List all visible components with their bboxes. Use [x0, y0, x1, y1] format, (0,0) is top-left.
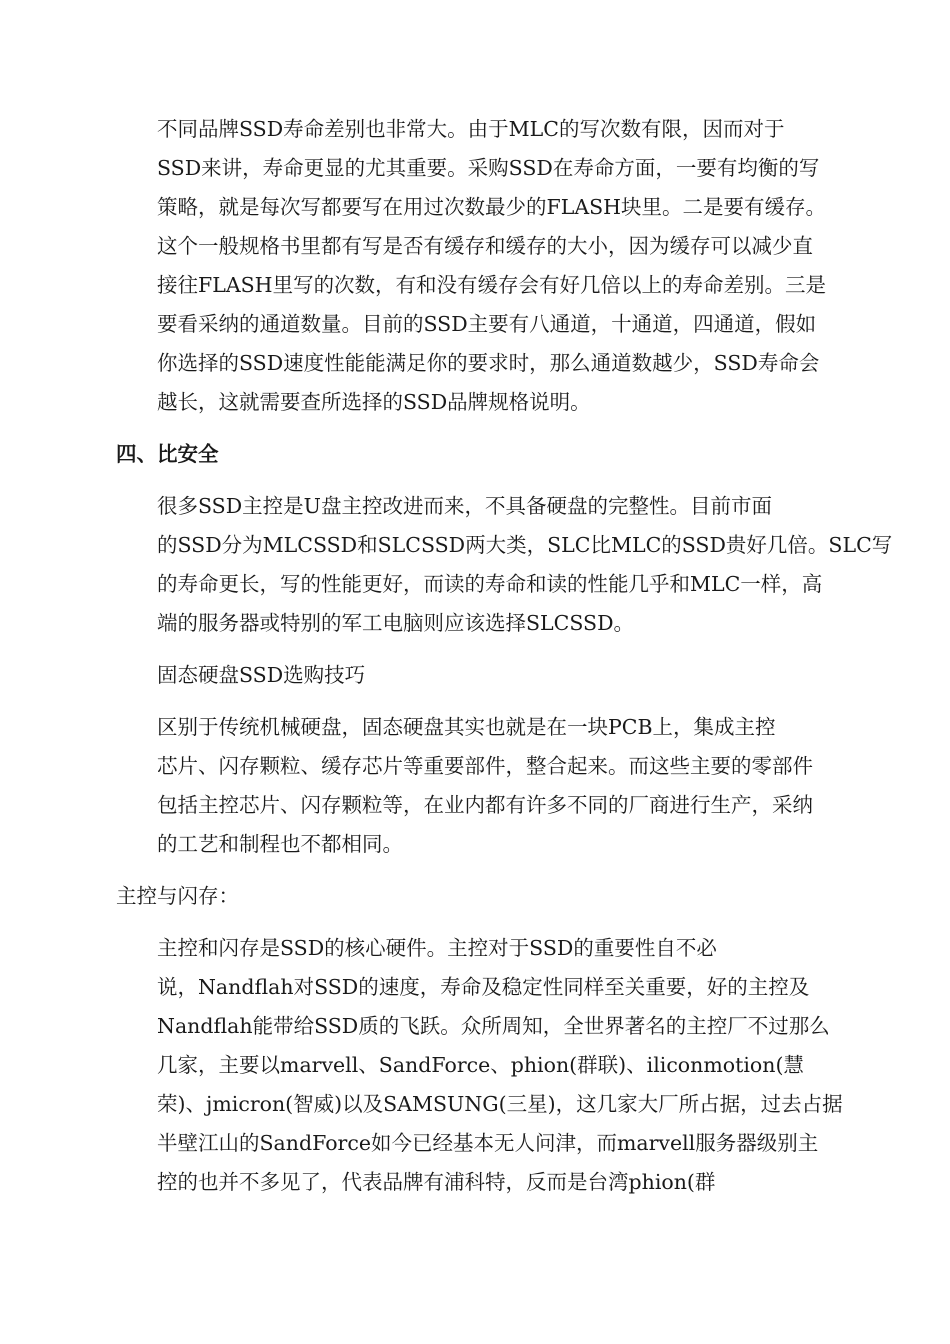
text-line: 的工艺和制程也不都相同。: [157, 832, 403, 856]
text-line: 接往FLASH里写的次数，有和没有缓存会有好几倍以上的寿命差别。三是: [157, 273, 827, 297]
text-line: 端的服务器或特别的军工电脑则应该选择SLCSSD。: [157, 611, 635, 635]
text-line: 越长，这就需要查所选择的SSD品牌规格说明。: [157, 390, 591, 414]
paragraph-ssd-components: [116, 708, 832, 864]
text-line: 的寿命更长，写的性能更好，而读的寿命和读的性能几乎和MLC一样，高: [157, 572, 823, 596]
text-line: 包括主控芯片、闪存颗粒等，在业内都有许多不同的厂商进行生产，采纳: [157, 793, 813, 817]
text-line: 芯片、闪存颗粒、缓存芯片等重要部件，整合起来。而这些主要的零部件: [157, 754, 813, 778]
text-line: 说，Nandflah对SSD的速度，寿命及稳定性同样至关重要，好的主控及: [157, 975, 810, 999]
text-line: 主控和闪存是SSD的核心硬件。主控对于SSD的重要性自不必: [157, 936, 717, 960]
paragraph-ssd-lifespan: [116, 110, 832, 422]
text-line: 的SSD分为MLCSSD和SLCSSD两大类，SLC比MLC的SSD贵好几倍。SLC写: [157, 533, 893, 557]
paragraph-security: [116, 487, 893, 643]
text-line: 不同品牌SSD寿命差别也非常大。由于MLC的写次数有限，因而对于: [157, 117, 785, 141]
text-line: 区别于传统机械硬盘，固态硬盘其实也就是在一块PCB上，集成主控: [157, 715, 776, 739]
text-line: Nandflah能带给SSD质的飞跃。众所周知，全世界著名的主控厂不过那么: [157, 1014, 830, 1038]
text-line: 半壁江山的SandForce如今已经基本无人问津，而marvell服务器级别主: [157, 1131, 819, 1155]
text-line: SSD来讲，寿命更显的尤其重要。采购SSD在寿命方面，一要有均衡的写: [157, 156, 820, 180]
paragraph-controller-flash: [116, 929, 843, 1202]
text-line: 策略，就是每次写都要写在用过次数最少的FLASH块里。二是要有缓存。: [157, 195, 827, 219]
text-line: 控的也并不多见了，代表品牌有浦科特，反而是台湾phion(群: [157, 1170, 716, 1194]
subtitle-controller-flash: 主控与闪存：: [116, 884, 239, 908]
text-line: 荣)、jmicron(智威)以及SAMSUNG(三星)，这几家大厂所占据，过去占据: [157, 1092, 843, 1116]
section-heading-security: 四、比安全: [116, 442, 219, 466]
text-line: 几家，主要以marvell、SandForce、phion(群联)、iliconmotion(慧: [157, 1053, 804, 1077]
text-line: 你选择的SSD速度性能能满足你的要求时，那么通道数越少，SSD寿命会: [157, 351, 820, 375]
text-line: 这个一般规格书里都有写是否有缓存和缓存的大小，因为缓存可以减少直: [157, 234, 813, 258]
text-line: 很多SSD主控是U盘主控改进而来，不具备硬盘的完整性。目前市面: [157, 494, 772, 518]
document-page: [116, 110, 893, 1215]
text-line: 要看采纳的通道数量。目前的SSD主要有八通道，十通道，四通道，假如: [157, 312, 817, 336]
subtitle-buying-tips: 固态硬盘SSD选购技巧: [157, 663, 366, 687]
